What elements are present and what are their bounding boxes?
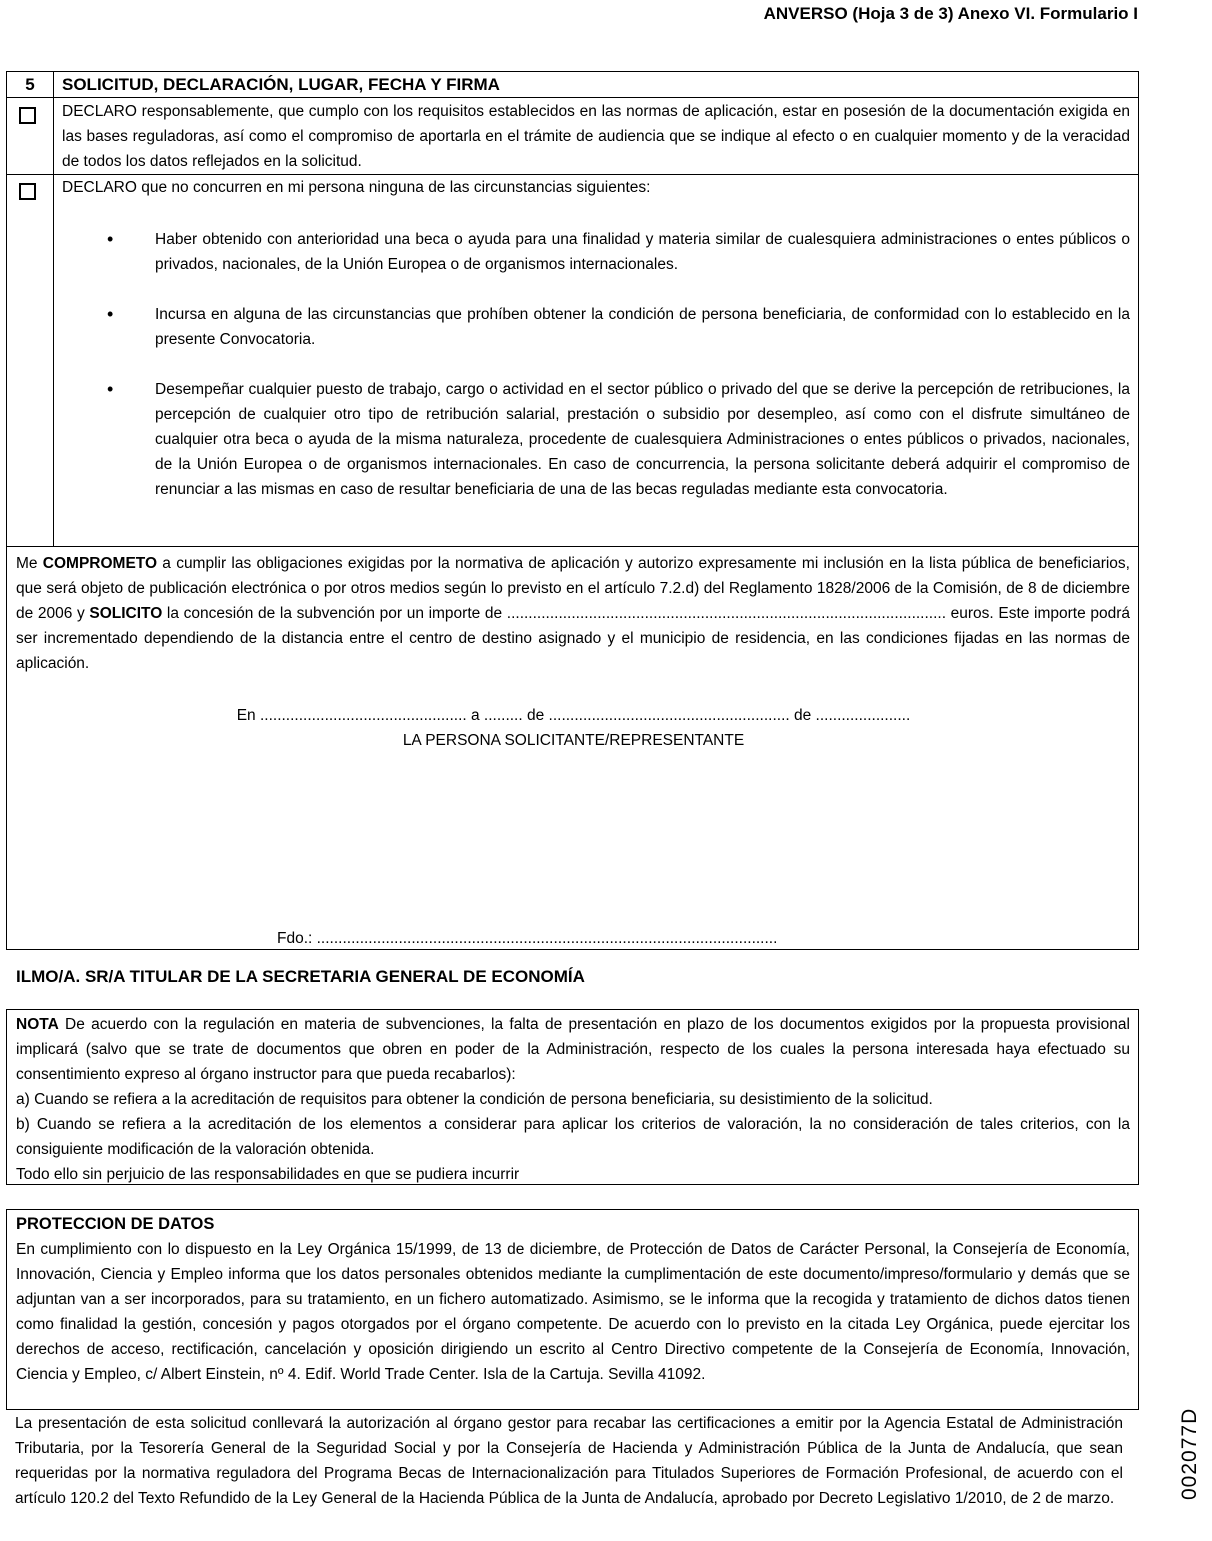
declaration-2-checkbox[interactable]	[19, 183, 36, 200]
nota-box	[6, 1009, 1139, 1185]
form-header: ANVERSO (Hoja 3 de 3) Anexo VI. Formulario I	[763, 4, 1138, 23]
commitment-block	[6, 546, 1139, 950]
nota-item-b: b) Cuando se refiera a la acreditación de los elementos a considerar para aplicar los criterios de valoración, la no consideración de tales criterios, con la consiguiente modificación de la valoración obtenida.	[16, 1116, 1130, 1158]
nota-closing: Todo ello sin perjuicio de las responsabilidades en que se pudiera incurrir	[16, 1166, 520, 1183]
circumstance-item: Haber obtenido con anterioridad una beca o ayuda para una finalidad y materia similar de cualesquiera administraciones o entes públicos o privados, nacionales, de la Unión Europea o de organismos internacionales.	[155, 231, 1130, 273]
section-5-table	[6, 71, 1139, 547]
authorization-text: La presentación de esta solicitud conllevará la autorización al órgano gestor para recabar las certificaciones a emitir por la Agencia Estatal de Administración Tributaria, por la Tesorería General de la Seguridad Social y por la Consejería de Hacienda y Administración Pública de la Junta de Andalucía, que sean requeridas por la normativa reguladora del Programa Becas de Internacionalización para Titulados Superiores de Formación Profesional, de acuerdo con el artículo 120.2 del Texto Refundido de la Ley General de la Hacienda Pública de la Junta de Andalucía, aprobado por Decreto Legislativo 1/2010, de 2 de marzo.	[15, 1415, 1123, 1507]
form-code: 002077D	[1178, 1407, 1201, 1500]
nota-item-a: a) Cuando se refiera a la acreditación de requisitos para obtener la condición de persona beneficiaria, su desistimiento de la solicitud.	[16, 1091, 933, 1108]
data-protection-box	[6, 1209, 1139, 1410]
circumstance-item: Incursa en alguna de las circunstancias que prohíben obtener la condición de persona beneficiaria, de conformidad con lo establecido en la presente Convocatoria.	[155, 306, 1130, 348]
commitment-text: Me COMPROMETO a cumplir las obligaciones exigidas por la normativa de aplicación y autorizo expresamente mi inclusión en la lista pública de beneficiarios, que será objeto de publicación electrónica o por otros medios según lo previsto en el artículo 7.2.d) del Reglamento 1828/2006 de la Comisión, de 8 de diciembre de 2006 y SOLICITO la concesión de la subvención por un importe de ...................................................................................................... euros. Este importe podrá ser incrementado dependiendo de la distancia entre el centro de destino asignado y el municipio de residencia, en las condiciones fijadas en las normas de aplicación.	[16, 555, 1130, 672]
place-date-field[interactable]: En ................................................ a ......... de ........................................................ de ......................	[236, 707, 911, 724]
comprometo-keyword: COMPROMETO	[42, 555, 158, 572]
row-divider	[7, 97, 1138, 98]
data-protection-text: En cumplimiento con lo dispuesto en la Ley Orgánica 15/1999, de 13 de diciembre, de Protección de Datos de Carácter Personal, la Consejería de Economía, Innovación, Ciencia y Empleo informa que los datos personales obtenidos mediante la cumplimentación de este documento/impreso/formulario y demás que se adjuntan van a ser incorporados, para su tratamiento, en un fichero automatizado. Asimismo, se le informa que la recogida y tratamiento de dichos datos tienen como finalidad la gestión, concesión y pagos otorgados por el órgano competente. De acuerdo con lo previsto en la citada Ley Orgánica, puede ejercitar los derechos de acceso, rectificación, cancelación y oposición dirigiendo un escrito al Centro Directivo competente de la Consejería de Economía, Innovación, Ciencia y Empleo, c/ Albert Einstein, nº 4. Edif. World Trade Center. Isla de la Cartuja. Sevilla 41092.	[16, 1241, 1130, 1383]
bullet-icon: •	[107, 304, 114, 324]
section-number: 5	[25, 75, 35, 94]
bullet-icon: •	[107, 379, 114, 399]
data-protection-title: PROTECCION DE DATOS	[16, 1215, 215, 1233]
nota-text: NOTA De acuerdo con la regulación en materia de subvenciones, la falta de presentación en plazo de los documentos exigidos por la propuesta provisional implicará (salvo que se trate de documentos que obren en poder de la Administración, respecto de los cuales la persona interesada haya efectuado su consentimiento expreso al órgano instructor para que pueda recabarlos): a) Cuando se refiera a la acreditación de requisitos para obtener la condición de persona beneficiaria, su desistimiento de la solicitud. b) Cuando se refiera a la acreditación de los elementos a considerar para aplicar los criterios de valoración, la no consideración de tales criterios, con la consiguiente modificación de la valoración obtenida. Todo ello sin perjuicio de las responsabilidades en que se pudiera incurrir	[16, 1012, 1130, 1187]
addressee-heading: ILMO/A. SR/A TITULAR DE LA SECRETARIA GENERAL DE ECONOMÍA	[16, 967, 585, 986]
declaration-2-text: DECLARO que no concurren en mi persona ninguna de las circunstancias siguientes:	[62, 179, 651, 196]
signature-field[interactable]: Fdo.: ...........................................................................................................	[277, 930, 778, 947]
circumstance-item: Desempeñar cualquier puesto de trabajo, cargo o actividad en el sector público o privado del que se derive la percepción de retribuciones, la percepción de cualquier otro tipo de retribución salarial, prestación o subsidio por desempleo, así como con el disfrute simultáneo de cualquier otra beca o ayuda de la misma naturaleza, procedente de cualesquiera Administraciones o entes públicos o privados, nacionales, de la Unión Europea o de organismos internacionales. En caso de concurrencia, la persona solicitante deberá adquirir el compromiso de renunciar a las mismas en caso de resultar beneficiaria de una de las becas reguladas mediante esta convocatoria.	[155, 381, 1130, 498]
nota-label: NOTA	[16, 1016, 59, 1033]
signer-label: LA PERSONA SOLICITANTE/REPRESENTANTE	[402, 732, 745, 749]
declaration-1-text: DECLARO responsablemente, que cumplo con los requisitos establecidos en las normas de aplicación, estar en posesión de la documentación exigida en las bases reguladoras, así como el compromiso de aportarla en el trámite de audiencia que se indique al efecto o en cualquier momento y de la veracidad de todos los datos reflejados en la solicitud.	[62, 103, 1130, 170]
solicito-keyword: SOLICITO	[89, 605, 163, 622]
column-divider	[53, 72, 54, 546]
section-title: SOLICITUD, DECLARACIÓN, LUGAR, FECHA Y FIRMA	[62, 75, 500, 94]
declaration-1-checkbox[interactable]	[19, 107, 36, 124]
bullet-icon: •	[107, 229, 114, 249]
